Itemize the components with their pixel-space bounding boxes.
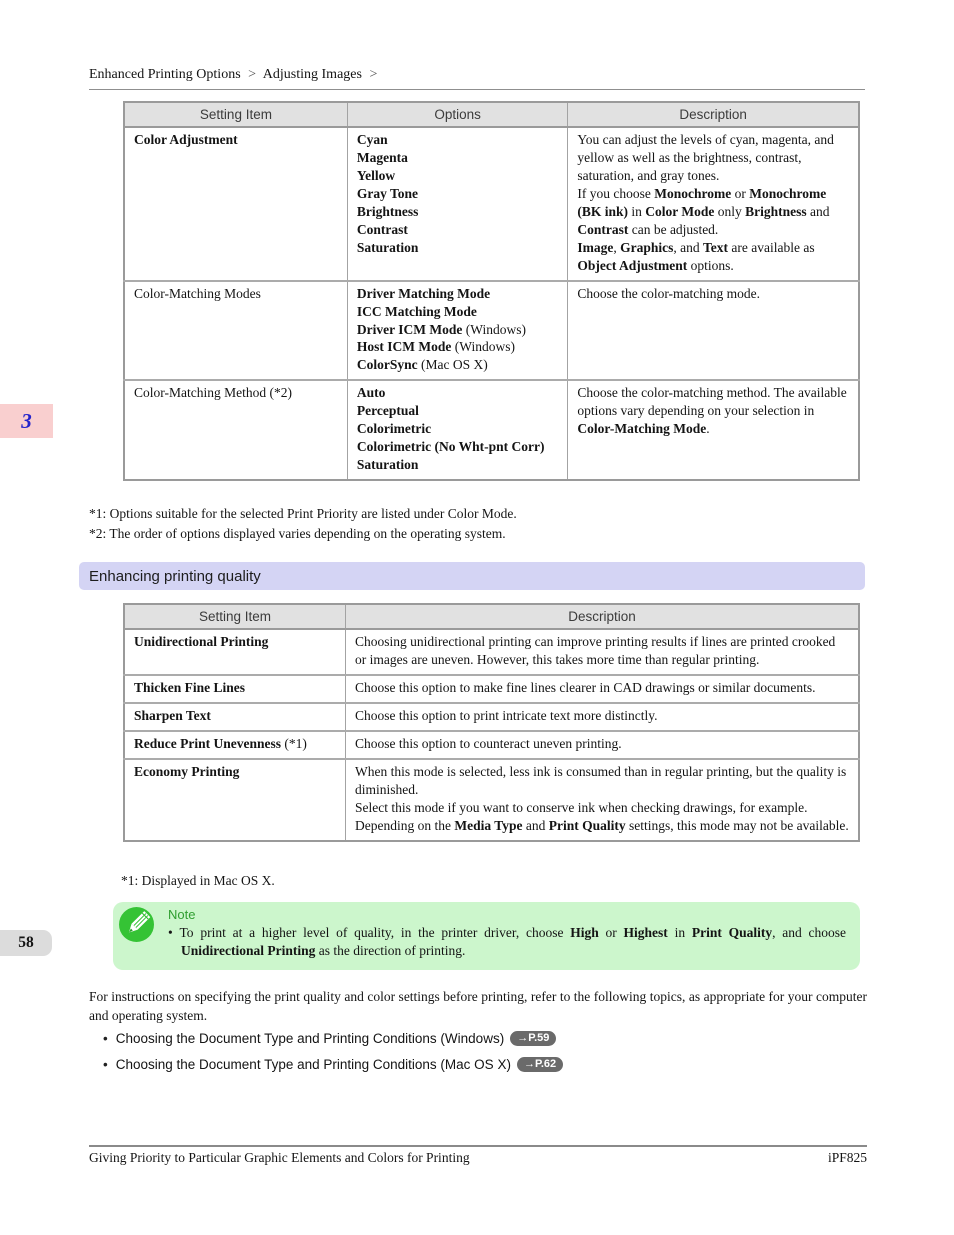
setting-item-cell: Economy Printing [124,759,346,841]
bullet: • [103,1031,108,1046]
note-text [168,924,846,960]
column-header-options: Options [347,102,567,127]
topic-link-mac[interactable] [103,1057,563,1072]
table-row [124,731,859,759]
setting-item-cell: Color-Matching Method (*2) [124,380,347,480]
breadcrumb-item-enhanced-printing-options[interactable]: Enhanced Printing Options [89,67,241,82]
topic-link-label[interactable]: Choosing the Document Type and Printing Conditions (Windows) [115,1031,505,1046]
table-row [124,127,859,281]
setting-item-cell: Color-Matching Modes [124,281,347,381]
options-cell: Cyan Magenta Yellow Gray Tone Brightness Contrast Saturation [347,127,567,281]
settings-table-adjusting-images [123,101,860,481]
note-bullet: • [168,925,173,940]
table-row [124,675,859,703]
column-header-description: Description [346,604,859,629]
breadcrumb-separator: > [248,67,257,82]
table-row [124,629,859,675]
settings-table-printing-quality [123,603,860,842]
page-ref-badge[interactable]: →P.59 [510,1031,556,1046]
description-cell: Choose the color-matching method. The available options vary depending on your selection in Color-Matching Mode. [568,380,859,480]
breadcrumb [89,67,865,90]
description-cell: Choose this option to make fine lines clearer in CAD drawings or similar documents. [346,675,859,703]
setting-item-cell: Thicken Fine Lines [124,675,346,703]
footer-printer-model: iPF825 [827,1150,867,1165]
page-ref-badge[interactable]: →P.62 [517,1057,563,1072]
setting-item-cell: Unidirectional Printing [124,629,346,675]
description-cell: Choose this option to counteract uneven printing. [346,731,859,759]
footnote: *2: The order of options displayed varies depending on the operating system. [89,525,506,541]
note-body: To print at a higher level of quality, in the printer driver, choose High or Highest in Print Quality, and choose Unidirectional Printing as the direction of printing. [179,925,846,959]
table-row [124,703,859,731]
page-number: 58 [18,934,34,951]
table2-footnote: *1: Displayed in Mac OS X. [121,873,275,888]
footer-section-title: Giving Priority to Particular Graphic Elements and Colors for Printing [89,1150,470,1165]
column-header-setting-item: Setting Item [124,102,347,127]
description-cell: Choose the color-matching mode. [568,281,859,381]
table-row [124,759,859,841]
options-cell: Auto Perceptual Colorimetric Colorimetric (No Wht-pnt Corr) Saturation [347,380,567,480]
note-pencil-icon [118,906,155,948]
footnote: *1: Options suitable for the selected Print Priority are listed under Color Mode. [89,506,517,521]
breadcrumb-item-adjusting-images[interactable]: Adjusting Images [262,67,362,82]
column-header-setting-item: Setting Item [124,604,346,629]
page-number-badge [0,930,52,956]
topic-links [103,1031,563,1083]
table-header-row [124,604,859,629]
page-footer [89,1145,867,1166]
closing-paragraph: For instructions on specifying the print quality and color settings before printing, refer to the following topics, as appropriate for your computer and operating system. [89,989,867,1023]
description-cell: Choose this option to print intricate text more distinctly. [346,703,859,731]
setting-item-cell: Reduce Print Unevenness (*1) [124,731,346,759]
setting-item-cell: Color Adjustment [124,127,347,281]
table-row [124,281,859,381]
description-cell: You can adjust the levels of cyan, magenta, and yellow as well as the brightness, contrast, saturation, and gray tones. If you choose Monochrome or Monochrome (BK ink) in Color Mode only Brightness and Contrast can be adjusted. Image, Graphics, and Text are available as Object Adjustment options. [568,127,859,281]
chapter-number: 3 [21,408,32,433]
breadcrumb-separator: > [369,67,378,82]
table1-footnotes [89,504,517,543]
table-row [124,380,859,480]
options-cell: Driver Matching Mode ICC Matching Mode Driver ICM Mode (Windows) Host ICM Mode (Windows) ColorSync (Mac OS X) [347,281,567,381]
chapter-tab [0,404,53,438]
topic-link-windows[interactable] [103,1031,563,1046]
topic-link-label[interactable]: Choosing the Document Type and Printing Conditions (Mac OS X) [115,1057,511,1072]
setting-item-cell: Sharpen Text [124,703,346,731]
note-label: Note [168,907,196,922]
bullet: • [103,1057,108,1072]
section-header-enhancing-printing-quality [79,562,865,590]
note-callout [113,902,860,970]
column-header-description: Description [568,102,859,127]
description-cell: When this mode is selected, less ink is consumed than in regular printing, but the quality is diminished. Select this mode if you want to conserve ink when checking drawings, for example. Depending on the Media Type and Print Quality settings, this mode may not be available. [346,759,859,841]
description-cell: Choosing unidirectional printing can improve printing results if lines are printed crooked or images are uneven. However, this takes more time than regular printing. [346,629,859,675]
table-header-row [124,102,859,127]
section-title: Enhancing printing quality [89,567,261,585]
